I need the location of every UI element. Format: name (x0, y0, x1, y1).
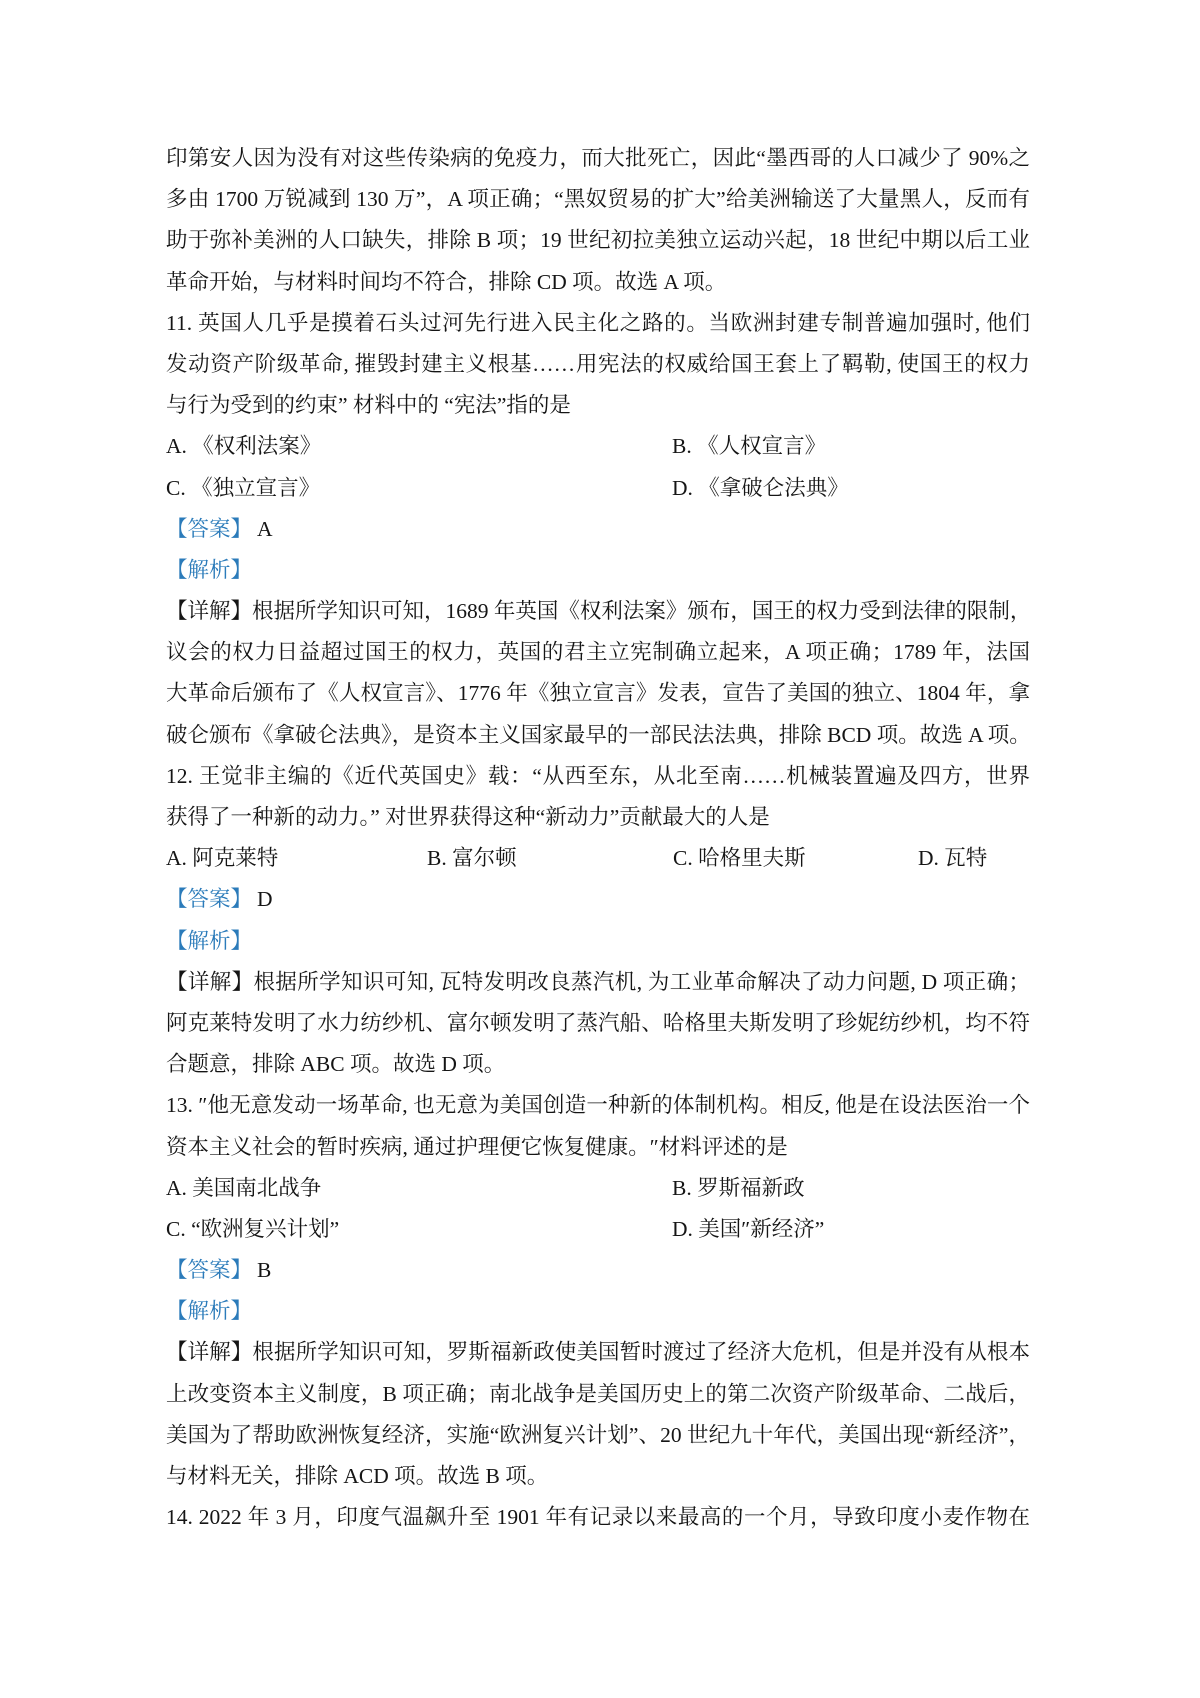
q11-option-b: B. 《人权宣言》 (672, 434, 827, 459)
q12-options-row (166, 838, 1030, 879)
q12-option-a: A. 阿克莱特 (166, 846, 279, 871)
q11-stem-line: 11. 英国人几乎是摸着石头过河先行进入民主化之路的。当欧洲封建专制普遍加强时, 他们 (166, 310, 1030, 335)
q11-explanation-line: 破仑颁布《拿破仑法典》，是资本主义国家最早的一部民法法典，排除 BCD 项。故选 A 项。 (166, 722, 1031, 747)
q11-answer-line (166, 509, 1030, 550)
q13-option-a: A. 美国南北战争 (166, 1175, 322, 1200)
analysis-label: 【解析】 (166, 1299, 253, 1324)
intro-line: 多由 1700 万锐减到 130 万”，A 项正确；“黑奴贸易的扩大”给美洲输送了大量黑人，反而有 (166, 187, 1030, 212)
q13-explanation-line: 上改变资本主义制度，B 项正确；南北战争是美国历史上的第二次资产阶级革命、二战后， (166, 1381, 1030, 1406)
q12-explanation-line: 阿克莱特发明了水力纺纱机、富尔顿发明了蒸汽船、哈格里夫斯发明了珍妮纺纱机，均不符 (166, 1010, 1030, 1035)
q13-option-c: C. “欧洲复兴计划” (166, 1216, 340, 1241)
intro-line: 助于弥补美洲的人口缺失，排除 B 项；19 世纪初拉美独立运动兴起，18 世纪中期以后工业 (166, 228, 1030, 253)
q12-option-c: C. 哈格里夫斯 (673, 846, 806, 871)
q13-analysis-line (166, 1291, 1030, 1332)
q12-answer-value: D (257, 887, 273, 912)
q12-explanation-line: 【详解】根据所学知识可知, 瓦特发明改良蒸汽机, 为工业革命解决了动力问题, D 项正确； (166, 969, 1030, 994)
q11-explanation-line: 【详解】根据所学知识可知，1689 年英国《权利法案》颁布，国王的权力受到法律的限制， (166, 599, 1032, 624)
q11-stem-line: 发动资产阶级革命, 摧毁封建主义根基……用宪法的权威给国王套上了羁勒, 使国王的权力 (166, 351, 1030, 376)
q13-explanation-line: 与材料无关，排除 ACD 项。故选 B 项。 (166, 1464, 549, 1488)
answer-label: 【答案】 (166, 516, 253, 541)
q13-options-row-1 (166, 1168, 1030, 1209)
q13-option-b: B. 罗斯福新政 (672, 1175, 805, 1200)
q11-explanation-line: 大革命后颁布了《人权宣言》、1776 年《独立宣言》发表，宣告了美国的独立、1804 年，拿 (166, 681, 1030, 706)
q11-answer-value: A (257, 516, 273, 541)
q11-stem-line: 与行为受到的约束” 材料中的 “宪法”指的是 (166, 393, 571, 418)
q13-answer-line (166, 1250, 1030, 1291)
intro-line: 革命开始，与材料时间均不符合，排除 CD 项。故选 A 项。 (166, 269, 727, 294)
q13-options-row-2 (166, 1209, 1030, 1250)
q13-option-d: D. 美国″新经济” (672, 1216, 825, 1241)
q12-stem-line: 12. 王觉非主编的《近代英国史》载：“从西至东，从北至南……机械装置遍及四方，世界 (166, 763, 1030, 788)
answer-label: 【答案】 (166, 1258, 253, 1283)
q12-analysis-line (166, 921, 1030, 962)
q13-stem-line: 资本主义社会的暂时疾病, 通过护理便它恢复健康。″材料评述的是 (166, 1134, 788, 1159)
q13-answer-value: B (257, 1258, 272, 1283)
q12-explanation-line: 合题意，排除 ABC 项。故选 D 项。 (166, 1052, 506, 1077)
q11-options-row-1 (166, 426, 1030, 467)
q13-explanation-line: 【详解】根据所学知识可知，罗斯福新政使美国暂时渡过了经济大危机，但是并没有从根本 (166, 1340, 1030, 1365)
answer-label: 【答案】 (166, 887, 253, 912)
q11-analysis-line (166, 550, 1030, 591)
q12-stem-line: 获得了一种新的动力。” 对世界获得这种“新动力”贡献最大的人是 (166, 805, 770, 829)
q13-explanation-line: 美国为了帮助欧洲恢复经济，实施“欧洲复兴计划”、20 世纪九十年代，美国出现“新经济”， (166, 1422, 1030, 1447)
q12-option-d: D. 瓦特 (918, 846, 988, 871)
q12-option-b: B. 富尔顿 (427, 846, 517, 871)
page-content (166, 138, 1030, 1538)
q11-explanation-line: 议会的权力日益超过国王的权力，英国的君主立宪制确立起来，A 项正确；1789 年，法国 (166, 640, 1030, 665)
q12-answer-line (166, 879, 1030, 920)
q14-stem-line: 14. 2022 年 3 月，印度气温飙升至 1901 年有记录以来最高的一个月，导致印度小麦作物在 (166, 1505, 1030, 1530)
intro-line: 印第安人因为没有对这些传染病的免疫力，而大批死亡，因此“墨西哥的人口减少了 90%之 (166, 146, 1030, 170)
q11-option-d: D. 《拿破仑法典》 (672, 475, 849, 500)
analysis-label: 【解析】 (166, 557, 253, 582)
q13-stem-line: 13. ″他无意发动一场革命, 也无意为美国创造一种新的体制机构。相反, 他是在设法医治一个 (166, 1093, 1030, 1118)
q11-option-a: A. 《权利法案》 (166, 434, 322, 459)
q11-option-c: C. 《独立宣言》 (166, 475, 321, 500)
q11-options-row-2 (166, 468, 1030, 509)
analysis-label: 【解析】 (166, 928, 253, 953)
